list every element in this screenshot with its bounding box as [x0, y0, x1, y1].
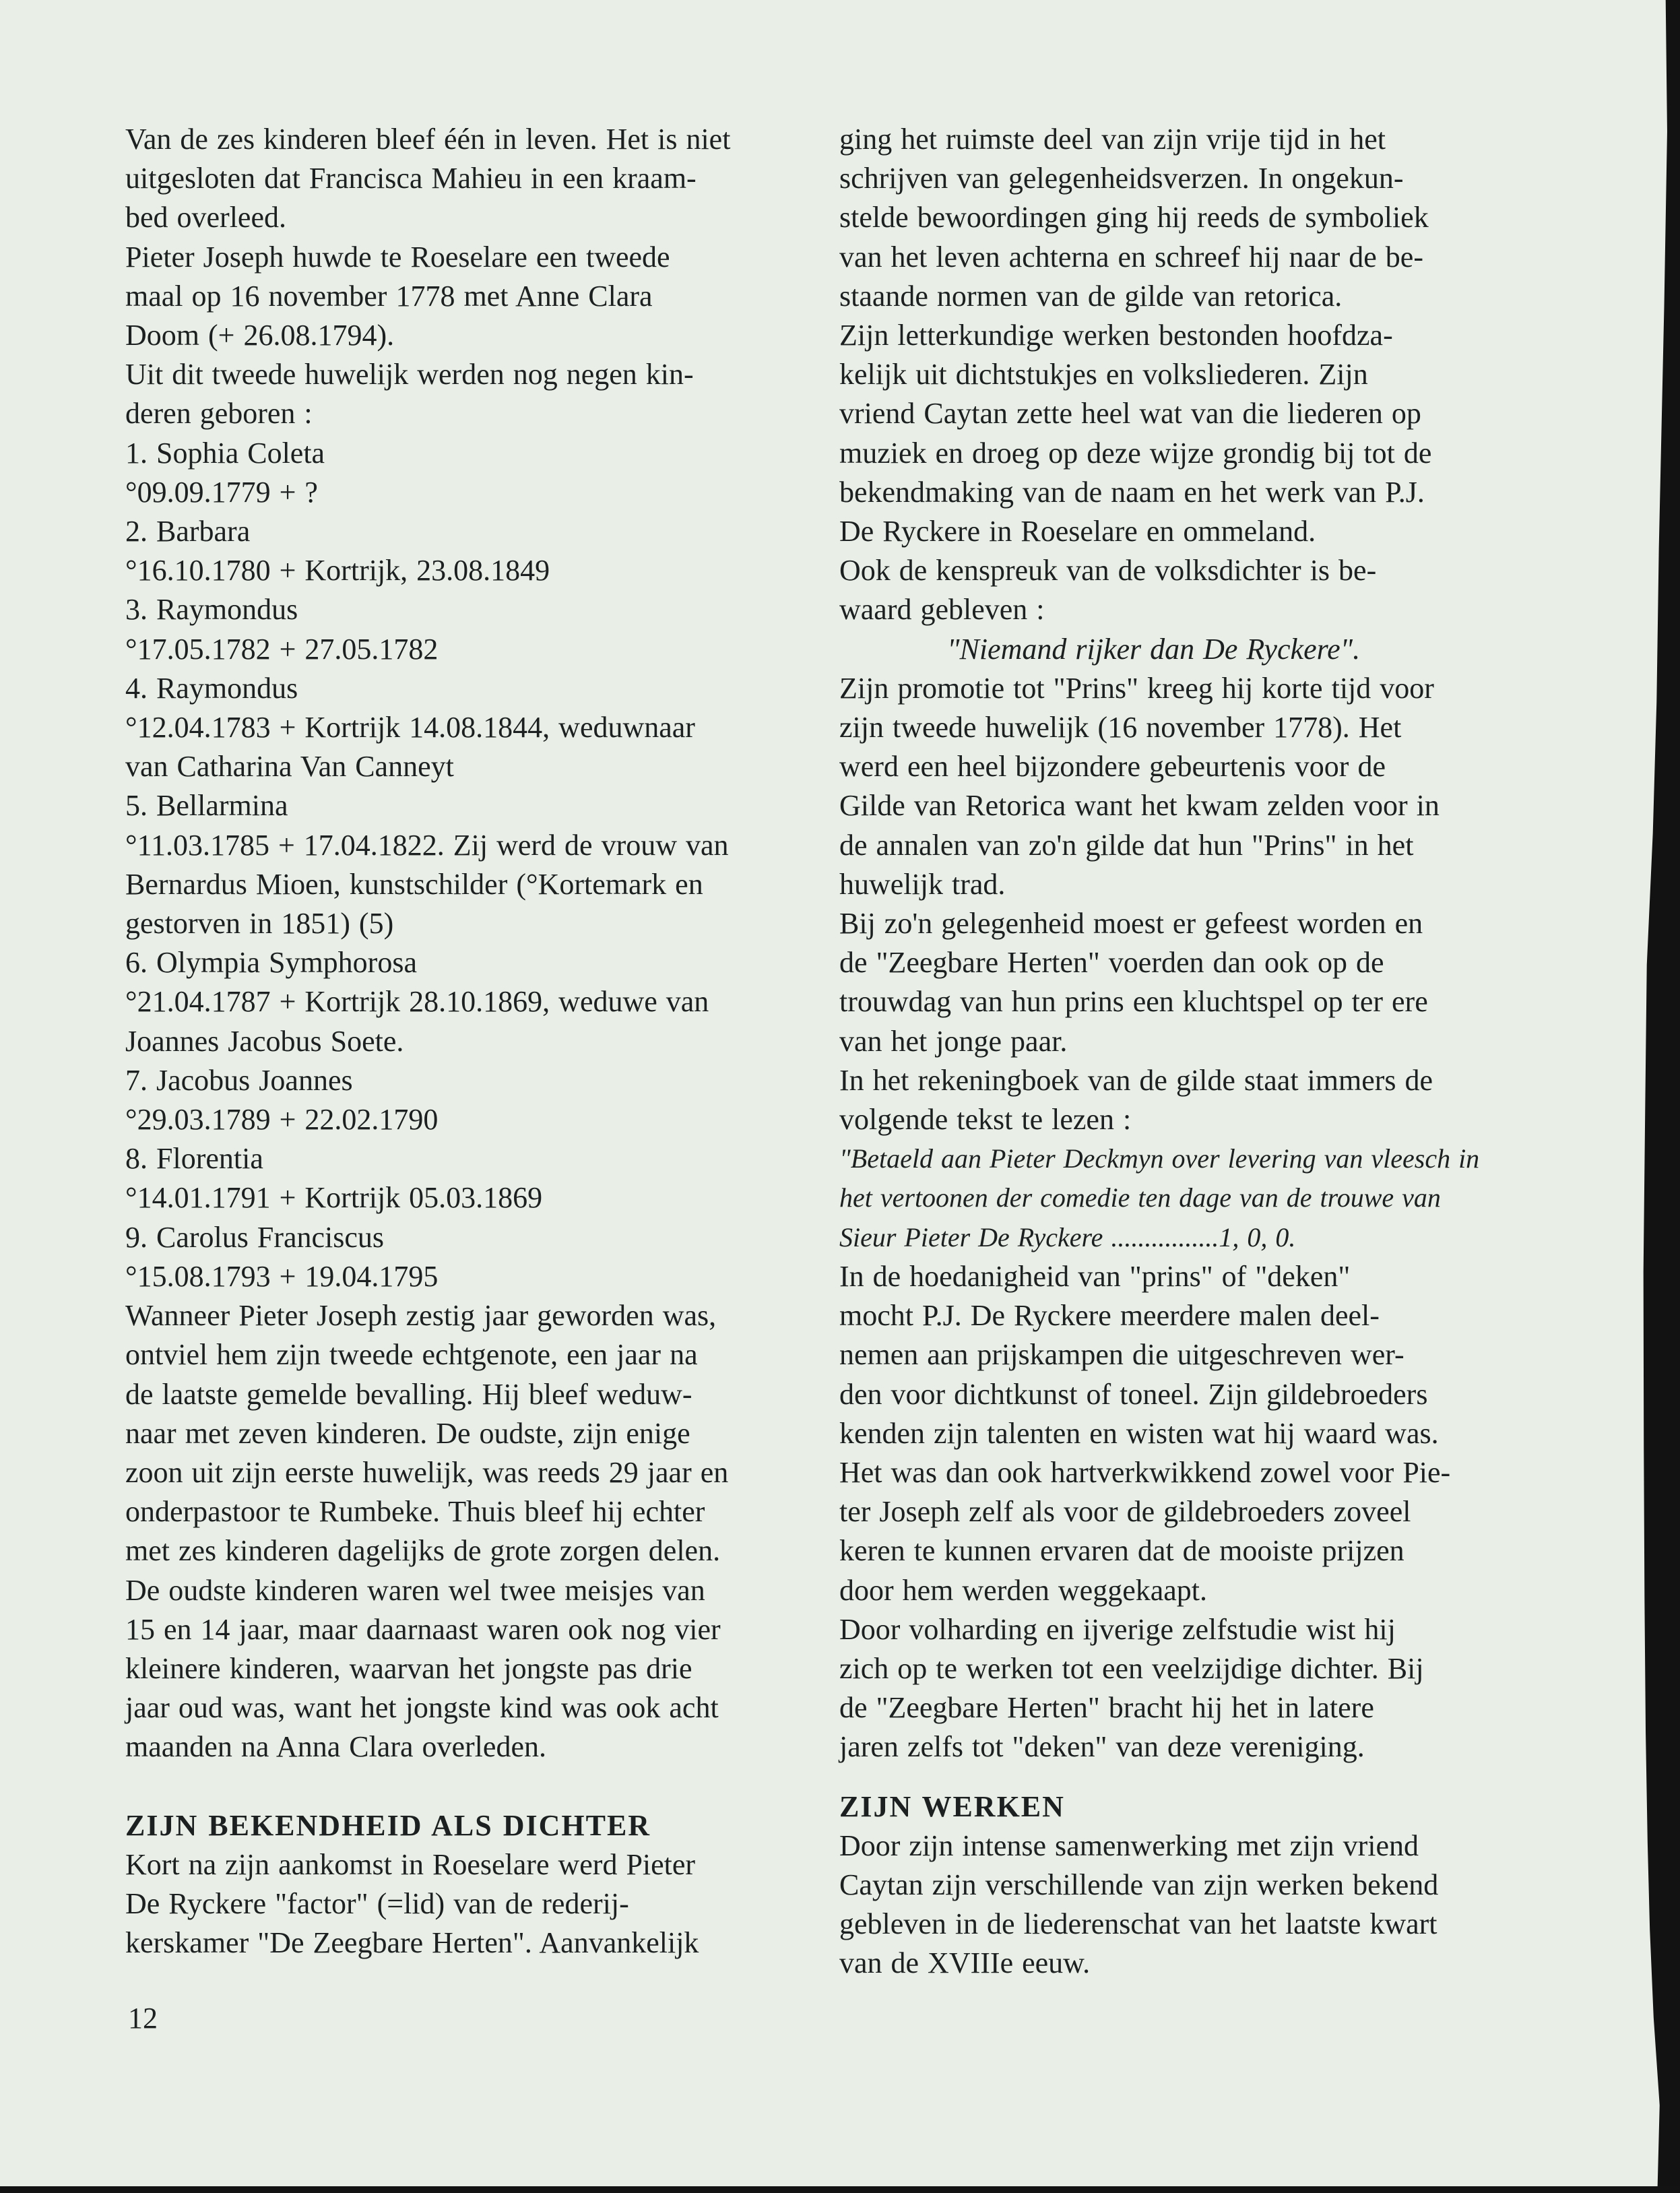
text-line: Het was dan ook hartverkwikkend zowel voor Pie- — [839, 1455, 1451, 1489]
text-line: zich op te werken tot een veelzijdige dichter. Bij — [839, 1651, 1424, 1685]
text-line: maanden na Anna Clara overleden. — [125, 1730, 546, 1764]
text-line: 5. Bellarmina — [125, 789, 288, 823]
text-line: Van de zes kinderen bleef één in leven. Het is niet — [125, 123, 731, 156]
text-line: ter Joseph zelf als voor de gildebroeders zoveel — [839, 1495, 1411, 1529]
text-line: maal op 16 november 1778 met Anne Clara — [125, 279, 653, 313]
text-line: In het rekeningboek van de gilde staat immers de — [839, 1063, 1433, 1097]
text-line: trouwdag van hun prins een kluchtspel op ter ere — [839, 985, 1428, 1019]
text-line: °17.05.1782 + 27.05.1782 — [125, 632, 439, 666]
right-section-text — [839, 1826, 1506, 1983]
text-line: 6. Olympia Symphorosa — [125, 946, 417, 980]
text-line: ging het ruimste deel van zijn vrije tijd in het — [839, 123, 1386, 156]
text-line: jaren zelfs tot "deken" van deze vereniging. — [839, 1730, 1365, 1764]
text-line: 15 en 14 jaar, maar daarnaast waren ook nog vier — [125, 1612, 721, 1646]
text-line: mocht P.J. De Ryckere meerdere malen deel- — [839, 1299, 1380, 1333]
text-line: bed overleed. — [125, 201, 286, 234]
right-body-text-b — [839, 669, 1506, 1139]
text-line: °21.04.1787 + Kortrijk 28.10.1869, weduwe van — [125, 985, 709, 1019]
text-line: 9. Carolus Franciscus — [125, 1220, 385, 1254]
text-line: °14.01.1791 + Kortrijk 05.03.1869 — [125, 1181, 543, 1215]
text-line: de "Zeegbare Herten" voerden dan ook op de — [839, 946, 1384, 980]
text-line: stelde bewoordingen ging hij reeds de symboliek — [839, 201, 1429, 234]
text-line: In de hoedanigheid van "prins" of "deken" — [839, 1259, 1351, 1293]
text-line: 4. Raymondus — [125, 671, 298, 705]
text-line: van de XVIIIe eeuw. — [839, 1946, 1091, 1980]
text-line: Kort na zijn aankomst in Roeselare werd Pieter — [125, 1847, 696, 1881]
text-line: Door zijn intense samenwerking met zijn vriend — [839, 1829, 1419, 1862]
text-line: °11.03.1785 + 17.04.1822. Zij werd de vrouw van — [125, 828, 729, 862]
text-line: van Catharina Van Canneyt — [125, 750, 454, 784]
text-line: kenden zijn talenten en wisten wat hij waard was. — [839, 1416, 1439, 1450]
text-line: 7. Jacobus Joannes — [125, 1063, 353, 1097]
text-line: huwelijk trad. — [839, 867, 1006, 901]
left-section-text — [125, 1845, 785, 1963]
account-quote — [839, 1139, 1506, 1257]
text-line: Door volharding en ijverige zelfstudie wist hij — [839, 1612, 1396, 1646]
text-line: het vertoonen der comedie ten dage van de trouwe van — [839, 1182, 1441, 1213]
text-line: °15.08.1793 + 19.04.1795 — [125, 1259, 439, 1293]
text-line: Doom (+ 26.08.1794). — [125, 319, 395, 352]
text-line: 2. Barbara — [125, 515, 251, 548]
text-line: van het jonge paar. — [839, 1024, 1068, 1058]
text-line: de laatste gemelde bevalling. Hij bleef weduw- — [125, 1377, 692, 1411]
text-line: door hem werden weggekaapt. — [839, 1573, 1208, 1607]
text-line: gestorven in 1851) (5) — [125, 907, 394, 941]
page-dark-edge — [1642, 0, 1680, 2193]
text-line: kleinere kinderen, waarvan het jongste pas drie — [125, 1651, 692, 1685]
text-line: °09.09.1779 + ? — [125, 475, 318, 509]
text-line: Zijn letterkundige werken bestonden hoofdza- — [839, 319, 1393, 352]
text-line: naar met zeven kinderen. De oudste, zijn enige — [125, 1416, 690, 1450]
text-line: gebleven in de liederenschat van het laatste kwart — [839, 1907, 1437, 1941]
text-line: °16.10.1780 + Kortrijk, 23.08.1849 — [125, 554, 550, 587]
text-line: Joannes Jacobus Soete. — [125, 1024, 404, 1058]
text-line: nemen aan prijskampen die uitgeschreven wer- — [839, 1338, 1404, 1372]
text-line: 8. Florentia — [125, 1142, 263, 1176]
text-line: Sieur Pieter De Ryckere ................1, 0, 0. — [839, 1221, 1296, 1252]
text-line: van het leven achterna en schreef hij naar de be- — [839, 240, 1423, 274]
left-body-text — [125, 120, 785, 1767]
text-line: kerskamer "De Zeegbare Herten". Aanvankelijk — [125, 1926, 699, 1960]
text-line: bekendmaking van de naam en het werk van P.J. — [839, 475, 1425, 509]
text-line: 3. Raymondus — [125, 593, 298, 627]
text-line: Zijn promotie tot "Prins" kreeg hij korte tijd voor — [839, 671, 1434, 705]
text-line: zoon uit zijn eerste huwelijk, was reeds 29 jaar en — [125, 1455, 729, 1489]
text-line: keren te kunnen ervaren dat de mooiste prijzen — [839, 1534, 1404, 1568]
text-line: 1. Sophia Coleta — [125, 436, 325, 470]
right-body-text-a — [839, 120, 1506, 630]
text-line: ontviel hem zijn tweede echtgenote, een jaar na — [125, 1338, 698, 1372]
text-line: onderpastoor te Rumbeke. Thuis bleef hij echter — [125, 1495, 705, 1529]
text-line: Caytan zijn verschillende van zijn werken bekend — [839, 1868, 1439, 1901]
text-line: muziek en droeg op deze wijze grondig bij tot de — [839, 436, 1432, 470]
text-line: waard gebleven : — [839, 593, 1045, 627]
right-column — [839, 120, 1506, 1983]
text-line: met zes kinderen dagelijks de grote zorgen delen. — [125, 1534, 721, 1568]
text-line: °12.04.1783 + Kortrijk 14.08.1844, weduwnaar — [125, 711, 695, 744]
page-bottom-edge — [0, 2186, 1680, 2193]
text-line: werd een heel bijzondere gebeurtenis voor de — [839, 750, 1386, 784]
motto-line: "Niemand rijker dan De Ryckere". — [947, 632, 1361, 666]
text-line: zijn tweede huwelijk (16 november 1778). Het — [839, 711, 1402, 744]
text-line: deren geboren : — [125, 397, 313, 431]
text-line: Bij zo'n gelegenheid moest er gefeest worden en — [839, 907, 1423, 941]
text-line: jaar oud was, want het jongste kind was ook acht — [125, 1691, 719, 1725]
text-line: volgende tekst te lezen : — [839, 1103, 1132, 1137]
right-body-text-c — [839, 1257, 1506, 1767]
text-line: schrijven van gelegenheidsverzen. In ongekun- — [839, 162, 1404, 195]
section-heading-werken: ZIJN WERKEN — [839, 1789, 1065, 1823]
text-line: vriend Caytan zette heel wat van die liederen op — [839, 397, 1421, 431]
text-line: °29.03.1789 + 22.02.1790 — [125, 1103, 439, 1137]
text-line: kelijk uit dichtstukjes en volksliederen. Zijn — [839, 358, 1368, 391]
text-line: Bernardus Mioen, kunstschilder (°Kortemark en — [125, 867, 703, 901]
text-line: Pieter Joseph huwde te Roeselare een tweede — [125, 240, 670, 274]
text-line: De Ryckere "factor" (=lid) van de rederij- — [125, 1886, 629, 1920]
text-line: uitgesloten dat Francisca Mahieu in een kraam- — [125, 162, 697, 195]
text-line: "Betaeld aan Pieter Deckmyn over levering van vleesch in — [839, 1143, 1480, 1174]
text-line: Gilde van Retorica want het kwam zelden voor in — [839, 789, 1440, 823]
text-line: den voor dichtkunst of toneel. Zijn gildebroeders — [839, 1377, 1428, 1411]
text-line: Ook de kenspreuk van de volksdichter is be- — [839, 554, 1377, 587]
text-line: Uit dit tweede huwelijk werden nog negen kin- — [125, 358, 694, 391]
text-line: Wanneer Pieter Joseph zestig jaar geworden was, — [125, 1299, 717, 1333]
left-column — [125, 120, 785, 1963]
text-line: de annalen van zo'n gilde dat hun "Prins" in het — [839, 828, 1414, 862]
section-heading-bekendheid: ZIJN BEKENDHEID ALS DICHTER — [125, 1808, 651, 1842]
text-line: staande normen van de gilde van retorica. — [839, 279, 1343, 313]
text-line: De Ryckere in Roeselare en ommeland. — [839, 515, 1316, 548]
text-line: de "Zeegbare Herten" bracht hij het in latere — [839, 1691, 1374, 1725]
text-line: De oudste kinderen waren wel twee meisjes van — [125, 1573, 705, 1607]
page-number: 12 — [128, 2002, 158, 2035]
